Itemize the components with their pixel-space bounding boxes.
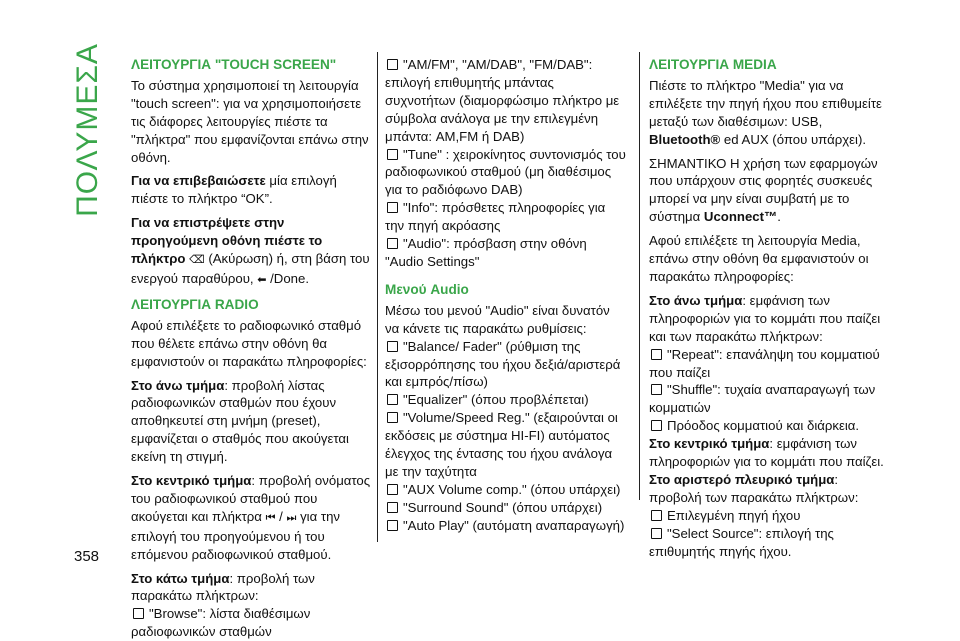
confirm-paragraph [131,172,371,208]
list-item [385,199,627,235]
list-item [385,481,627,499]
section-side-title-text: ΠΟΛΥΜΕΣΑ [71,43,104,217]
balance-item-text: "Balance/ Fader" (ρύθμιση της εξισορρόπησης του ήχου δεξιά/αριστερά και εμπρός/πίσω) [385,338,621,390]
media-top-paragraph [649,292,889,346]
checkbox-icon [387,59,398,70]
checkbox-icon [133,608,144,619]
list-item [385,56,627,146]
radio-top-bold: Στο άνω τμήμα [131,377,225,393]
note-text-2: . [777,209,781,225]
checkbox-icon [387,202,398,213]
media-center-text: : εμφάνιση των πληροφοριών για το κομμάτι που παίζει. [649,436,884,470]
selected-source-item-text: Επιλεγμένη πηγή ήχου [667,507,801,523]
checkbox-icon [387,484,398,495]
list-item [649,525,889,561]
progress-item-text: Πρόοδος κομματιού και διάρκεια. [667,418,860,434]
list-item [385,391,627,409]
column-divider-2 [639,52,640,500]
media-intro-text-2: ed AUX (όπου υπάρχει). [720,131,866,147]
volume-speed-item-text: "Volume/Speed Reg." (εξαιρούνται οι εκδόσεις με σύστημα HI-FI) αυτόματος έλεγχος της έντασης του ήχου ανάλογα με την ταχύτητα [385,410,618,479]
equalizer-item-text: "Equalizer" (όπου προβλέπεται) [403,392,589,408]
list-item [385,338,627,392]
info-item-text: "Info": πρόσθετες πληροφορίες για την πηγή ακρόασης [385,200,606,234]
checkbox-icon [387,412,398,423]
radio-intro: Αφού επιλέξετε το ραδιοφωνικό σταθμό που θέλετε επάνω στην οθόνη θα εμφανιστούν οι παρακάτω πληροφορίες: [131,317,367,369]
surround-item-text: "Surround Sound" (όπου υπάρχει) [403,499,603,515]
checkbox-icon [387,394,398,405]
previous-icon: ⏮ [265,511,276,524]
checkbox-icon [651,420,662,431]
media-left-paragraph [649,471,889,507]
radio-bottom-paragraph [131,570,371,606]
radio-center-text-2: για την επιλογή του προηγούμενου ή του επόμενου ραδιοφωνικού σταθμού. [131,508,341,562]
list-item [385,409,627,481]
back-text-1: (Ακύρωση) ή, στη βάση του ενεργού παραθύρου, [131,251,370,286]
cancel-icon: ⌫ [189,254,205,267]
list-item [385,146,627,200]
list-item [385,499,627,517]
list-item [131,605,371,641]
audio-item-text: "Audio": πρόσβαση στην οθόνη "Audio Settings" [385,236,587,269]
confirm-bold: Για να επιβεβαιώσετε [131,173,266,189]
list-item [649,417,889,435]
select-source-item-text: "Select Source": επιλογή της επιθυμητής πηγής ήχου. [649,525,834,559]
checkbox-icon [387,341,398,352]
note-text-1: ΣΗΜΑΝΤΙΚΟ Η χρήση των εφαρμογών που υπάρχουν στις φορητές συσκευές μπορεί να μην είναι συμβατή με το σύστημα [649,155,878,225]
column-1 [131,56,371,641]
shuffle-item-text: "Shuffle": τυχαία αναπαραγωγή των κομματιών [649,382,876,416]
back-text-2: /Done. [266,270,309,286]
back-paragraph [131,214,371,290]
page-number: 358 [74,548,100,565]
media-intro-bold: Bluetooth® [649,131,721,147]
repeat-item-text: "Repeat": επανάληψη του κομματιού που παίζει [649,346,880,380]
confirm-text: μία επιλογή πιέστε το πλήκτρο “OK”. [131,173,337,207]
column-2 [385,56,627,535]
checkbox-icon [387,149,398,160]
auto-play-item-text: "Auto Play" (αυτόματη αναπαραγωγή) [403,517,625,533]
back-bold: Για να επιστρέψετε στην προηγούμενη οθόνη πιέστε το πλήκτρο [131,215,323,267]
list-item [649,381,889,417]
checkbox-icon [651,510,662,521]
column-3 [649,56,889,560]
checkbox-icon [387,502,398,513]
media-center-paragraph [649,435,889,471]
media-left-bold: Στο αριστερό πλευρικό τμήμα [649,471,835,487]
touch-screen-intro: Το σύστημα χρησιμοποιεί τη λειτουργία "touch screen": για να χρησιμοποιήσετε τις διάφορες λειτουργίες πιέστε τα "πλήκτρα" που εμφανίζονται επάνω στην οθόνη. [131,77,369,165]
radio-bottom-bold: Στο κάτω τμήμα [131,570,230,586]
media-select-text: Αφού επιλέξετε τη λειτουργία Media, επάνω στην οθόνη θα εμφανιστούν οι παρακάτω πληροφορίες: [649,233,869,284]
radio-center-sep: / [275,508,287,524]
radio-bottom-text: : προβολή των παρακάτω πλήκτρων: [131,570,315,604]
radio-center-bold: Στο κεντρικό τμήμα [131,473,252,489]
radio-heading: ΛΕΙΤΟΥΡΓΙΑ RADIO [131,296,259,312]
list-item [649,346,889,382]
list-item [649,507,889,525]
media-center-bold: Στο κεντρικό τμήμα [649,436,770,452]
list-item [385,235,627,271]
important-note [649,155,889,227]
checkbox-icon [387,520,398,531]
note-bold: Uconnect™ [703,209,778,225]
media-intro [649,77,889,149]
checkbox-icon [651,384,662,395]
aux-volume-item-text: "AUX Volume comp." (όπου υπάρχει) [403,481,621,497]
media-top-text: : εμφάνιση των πληροφοριών για το κομμάτι που παίζει και των παρακάτω πλήκτρων: [649,292,881,344]
radio-top-text: : προβολή λίστας ραδιοφωνικών σταθμών που έχουν αποθηκευτεί στη μνήμη (preset), εμφανίζεται ο σταθμός που ακούγεται εκείνη τη στιγμή. [131,377,349,465]
radio-top-paragraph [131,377,371,467]
checkbox-icon [387,238,398,249]
audio-menu-heading: Μενού Audio [385,281,469,297]
back-arrow-icon: ⬅ [257,273,267,286]
tune-item-text: "Tune" : χειροκίνητος συντονισμός του ραδιοφωνικού σταθμού (μη διαθέσιμος για το ραδιόφωνο DAB) [385,146,626,198]
media-top-bold: Στο άνω τμήμα [649,292,743,308]
next-icon: ⏭ [286,511,297,524]
browse-item-text: "Browse": λίστα διαθέσιμων ραδιοφωνικών σταθμών [131,606,311,640]
media-heading: ΛΕΙΤΟΥΡΓΙΑ MEDIA [649,57,777,72]
column-divider-1 [377,52,378,542]
touch-screen-heading: ΛΕΙΤΟΥΡΓΙΑ "TOUCH SCREEN" [131,57,337,72]
media-left-text: : προβολή των παρακάτω πλήκτρων: [649,471,859,505]
radio-center-text-1: : προβολή ονόματος του ραδιοφωνικού σταθμού που ακούγεται και πλήκτρα [131,473,371,524]
radio-center-paragraph [131,472,371,564]
audio-menu-intro: Μέσω του μενού "Audio" είναι δυνατόν να κάνετε τις παρακάτω ρυθμίσεις: [385,302,610,336]
band-item-text: "AM/FM", "AM/DAB", "FM/DAB": επιλογή επιθυμητής μπάντας συχνοτήτων (διαμορφώσιμο πλήκτρο με σύμβολα ανάλογα με την επιλεγμένη μπάντα: AM,FM ή DAB) [385,57,620,144]
list-item [385,517,627,535]
checkbox-icon [651,528,662,539]
media-intro-text-1: Πιέστε το πλήκτρο "Media" για να επιλέξετε την πηγή ήχου που επιθυμείτε μεταξύ των διαθέσιμων: USB, [649,77,882,129]
checkbox-icon [651,349,662,360]
section-side-title [66,45,110,215]
